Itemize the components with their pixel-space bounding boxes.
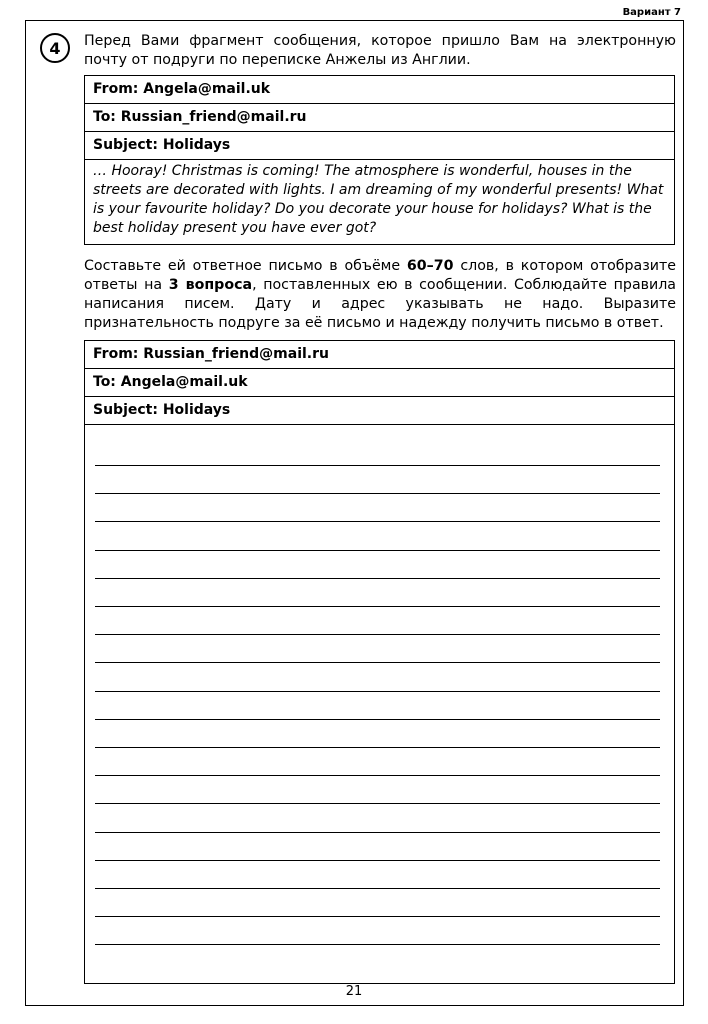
writing-line xyxy=(95,493,660,494)
instructions-part1: Составьте ей ответное письмо в объёме xyxy=(84,258,407,274)
writing-line xyxy=(95,775,660,776)
task-number-badge xyxy=(40,33,70,63)
question-count: 3 вопроса xyxy=(168,277,253,293)
writing-line xyxy=(95,550,660,551)
variant-label: Вариант 7 xyxy=(622,7,681,18)
reply-to: To: Angela@mail.uk xyxy=(85,369,674,397)
writing-area[interactable] xyxy=(85,427,674,983)
writing-line xyxy=(95,465,660,466)
writing-line xyxy=(95,691,660,692)
task-instructions xyxy=(84,257,676,333)
reply-subject: Subject: Holidays xyxy=(85,397,674,425)
writing-line xyxy=(95,747,660,748)
writing-line xyxy=(95,634,660,635)
writing-line xyxy=(95,521,660,522)
incoming-body: … Hooray! Christmas is coming! The atmosphere is wonderful, houses in the streets are decorated with lights. I am dreaming of my wonderful presents! What is your favourite holiday? Do you decorate your house for holidays? What is the best holiday present you have ever got? xyxy=(93,163,664,236)
word-count: 60–70 xyxy=(406,258,454,274)
writing-line xyxy=(95,888,660,889)
writing-line xyxy=(95,719,660,720)
writing-line xyxy=(95,916,660,917)
page-number: 21 xyxy=(345,984,363,999)
writing-line xyxy=(95,832,660,833)
instructions-part3: , поставленных ею в сообщении. Соблюдайте правила написания писем. Дату и адрес указывать не надо. Выразите признательность подруге за её письмо и надежду получить письмо в ответ. xyxy=(84,277,676,331)
writing-lines xyxy=(95,427,660,983)
incoming-to: To: Russian_friend@mail.ru xyxy=(85,104,674,132)
writing-line xyxy=(95,803,660,804)
writing-line xyxy=(95,606,660,607)
instructions-part2: слов, в котором отобразите ответы на xyxy=(84,258,676,293)
reply-from: From: Russian_friend@mail.ru xyxy=(85,341,674,369)
task-number: 4 xyxy=(49,38,61,58)
writing-line xyxy=(95,860,660,861)
incoming-subject: Subject: Holidays xyxy=(85,132,674,160)
incoming-email xyxy=(84,75,675,245)
writing-line xyxy=(95,944,660,945)
writing-line xyxy=(95,662,660,663)
writing-line xyxy=(95,578,660,579)
incoming-from: From: Angela@mail.uk xyxy=(85,76,674,104)
task-intro: Перед Вами фрагмент сообщения, которое пришло Вам на электронную почту от подруги по переписке Анжелы из Англии. xyxy=(84,33,676,68)
reply-email xyxy=(84,340,675,984)
